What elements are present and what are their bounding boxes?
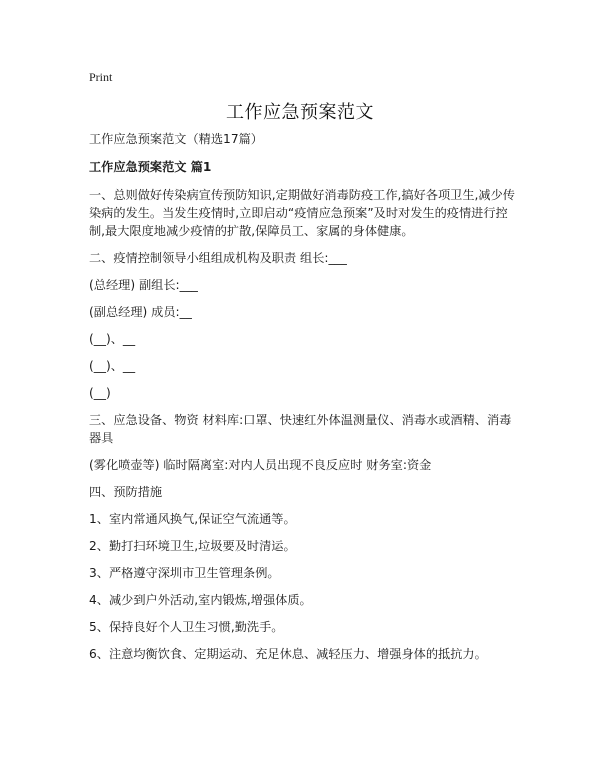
list-item: 3、严格遵守深圳市卫生管理条例。 xyxy=(89,566,280,580)
document-subtitle: 工作应急预案范文（精选17篇） xyxy=(89,132,263,146)
section-heading: 工作应急预案范文 篇1 xyxy=(89,160,212,174)
list-item: 1、室内常通风换气,保证空气流通等。 xyxy=(89,512,296,526)
paragraph-isolation: (雾化喷壶等) 临时隔离室:对内人员出现不良反应时 财务室:资金 xyxy=(89,458,432,472)
paragraph-equipment: 三、应急设备、物资 材料库:口罩、快速红外体温测量仪、消毒水或酒精、消毒器具 xyxy=(89,413,512,445)
document-body xyxy=(89,130,519,672)
paragraph-member-blank-3: (__) xyxy=(89,386,111,400)
print-label: Print xyxy=(89,70,113,84)
paragraph-prevention-heading: 四、预防措施 xyxy=(89,485,163,499)
list-item: 2、勤打扫环境卫生,垃圾要及时清运。 xyxy=(89,539,296,553)
list-item: 6、注意均衡饮食、定期运动、充足休息、减轻压力、增强身体的抵抗力。 xyxy=(89,647,487,661)
paragraph-team: 二、疫情控制领导小组组成机构及职责 组长:___ xyxy=(89,251,347,265)
paragraph-general: 一、总则做好传染病宣传预防知识,定期做好消毒防疫工作,搞好各项卫生,减少传染病的发生。当发生疫情时,立即启动“疫情应急预案”及时对发生的疫情进行控制,最大限度地减少疫情的扩散,保障员工、家属的身体健康。 xyxy=(89,188,515,238)
list-item: 5、保持良好个人卫生习惯,勤洗手。 xyxy=(89,620,284,634)
paragraph-members: (副总经理) 成员:__ xyxy=(89,305,192,319)
paragraph-deputy-leader: (总经理) 副组长:___ xyxy=(89,278,198,292)
list-item: 4、减少到户外活动,室内锻炼,增强体质。 xyxy=(89,593,312,607)
document-title: 工作应急预案范文 xyxy=(226,102,374,123)
paragraph-member-blank-1: (__)、__ xyxy=(89,332,136,346)
paragraph-member-blank-2: (__)、__ xyxy=(89,359,136,373)
